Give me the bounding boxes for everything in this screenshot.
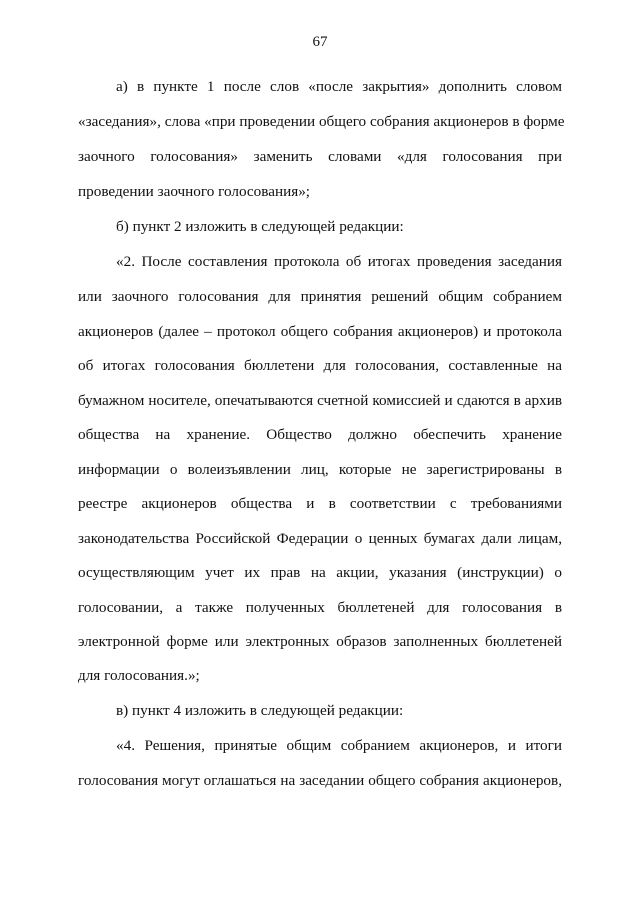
text-line: электронной форме или электронных образов заполненных бюллетеней: [78, 633, 562, 650]
text-line: заочного голосования» заменить словами «для голосования при: [78, 148, 562, 165]
text-line: проведении заочного голосования»;: [78, 183, 311, 200]
text-line: законодательства Российской Федерации о ценных бумагах дали лицам,: [78, 530, 562, 547]
page-number: 67: [312, 34, 328, 50]
text-line: «4. Решения, принятые общим собранием акционеров, и итоги: [116, 737, 562, 754]
text-line: в) пункт 4 изложить в следующей редакции:: [116, 702, 404, 719]
text-line: акционеров (далее – протокол общего собрания акционеров) и протокола: [78, 323, 562, 340]
text-line: об итогах голосования бюллетени для голосования, составленные на: [78, 357, 562, 374]
text-line: для голосования.»;: [78, 667, 200, 684]
text-line: голосовании, а также полученных бюллетеней для голосования в: [78, 599, 562, 616]
text-line: информации о волеизъявлении лиц, которые не зарегистрированы в: [78, 461, 562, 478]
text-line: или заочного голосования для принятия решений общим собранием: [78, 288, 562, 305]
text-line: «2. После составления протокола об итогах проведения заседания: [116, 253, 562, 270]
text-line: бумажном носителе, опечатываются счетной комиссией и сдаются в архив: [78, 392, 562, 409]
text-line: общества на хранение. Общество должно обеспечить хранение: [78, 426, 562, 443]
text-line: осуществляющим учет их прав на акции, указания (инструкции) о: [78, 564, 562, 581]
text-line: голосования могут оглашаться на заседании общего собрания акционеров,: [78, 772, 562, 789]
text-line: реестре акционеров общества и в соответствии с требованиями: [78, 495, 562, 512]
text-line: «заседания», слова «при проведении общего собрания акционеров в форме: [78, 113, 565, 130]
text-line: б) пункт 2 изложить в следующей редакции:: [116, 218, 404, 235]
text-line: а) в пункте 1 после слов «после закрытия» дополнить словом: [116, 78, 562, 95]
